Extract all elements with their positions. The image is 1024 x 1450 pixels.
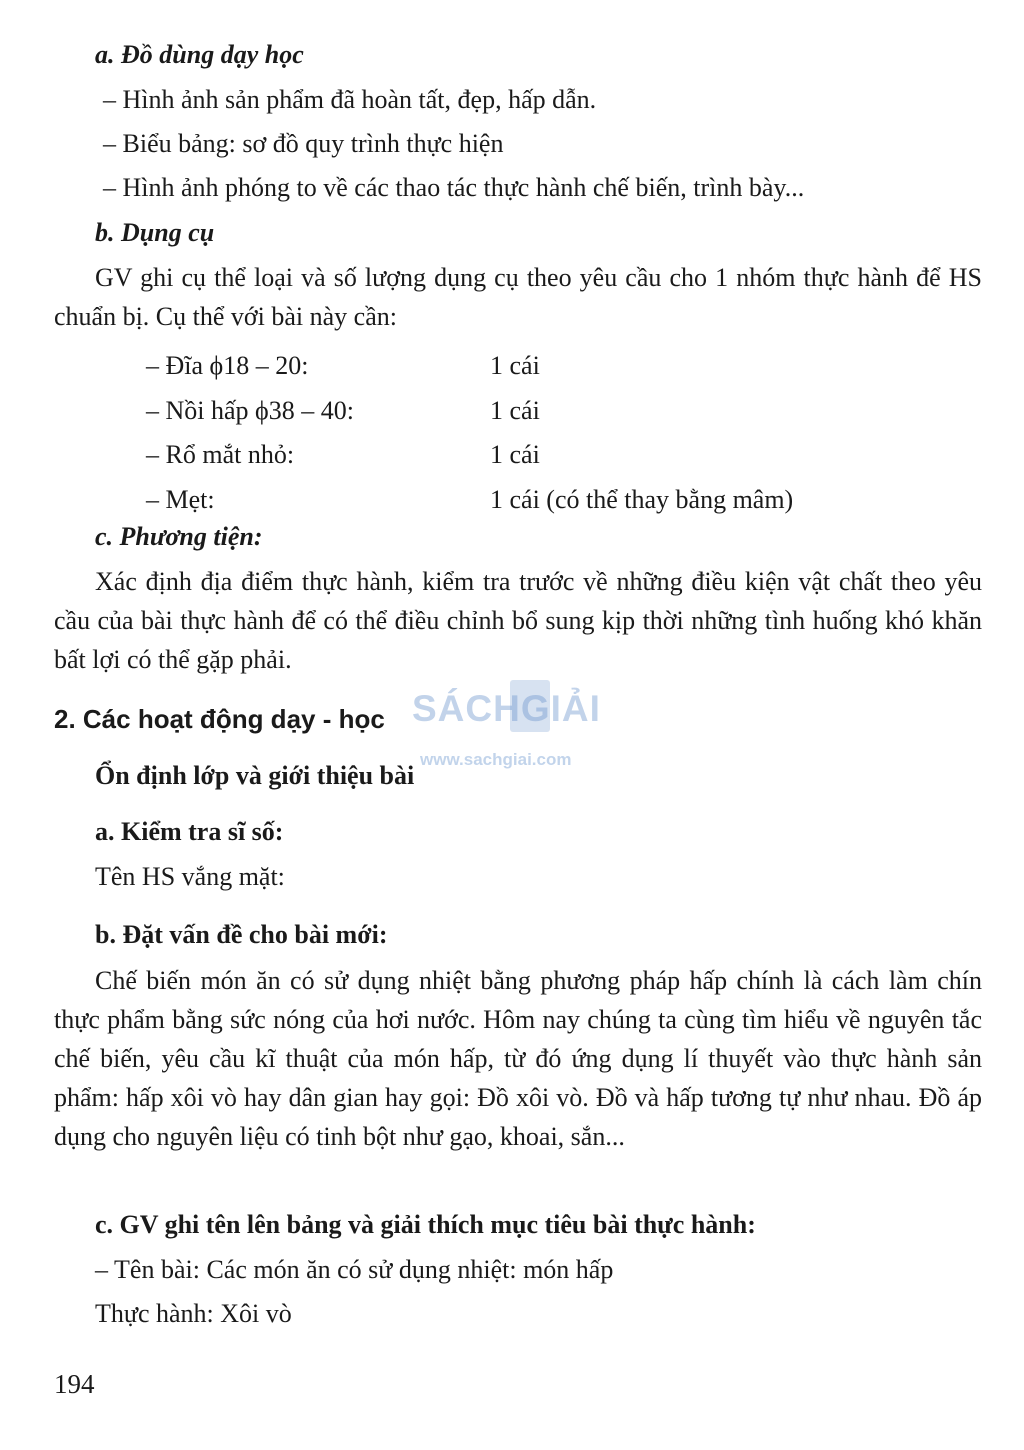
tool-qty-3: 1 cái [490,440,540,469]
tool-name-2: – Nồi hấp ϕ38 – 40: [146,396,354,425]
tool-name-3: – Rổ mắt nhỏ: [146,440,295,469]
part2-c-heading: c. GV ghi tên lên bảng và giải thích mục tiêu bài thực hành: [95,1210,756,1239]
tool-qty-1: 1 cái [490,351,540,380]
page-number: 194 [54,1369,95,1399]
section-b-paragraph: GV ghi cụ thể loại và số lượng dụng cụ theo yêu cầu cho 1 nhóm thực hành để HS chuẩn bị. Cụ thể với bài này cần: [54,263,982,331]
section-c-heading: c. Phương tiện: [95,522,263,551]
section-c-paragraph: Xác định địa điểm thực hành, kiểm tra trước về những điều kiện vật chất theo yêu cầu của bài thực hành để có thể điều chỉnh bổ sung kịp thời những tình huống khó khăn bất lợi có thể gặp phải. [54,567,982,674]
watermark-url: www.sachgiai.com [420,750,572,769]
part2-c-line-2: Thực hành: Xôi vò [95,1299,292,1328]
watermark-text: SÁCHGIẢI [412,688,601,729]
part2-a-heading: a. Kiểm tra sĩ số: [95,817,284,846]
tool-name-1: – Đĩa ϕ18 – 20: [146,351,309,380]
section-a-item-3: – Hình ảnh phóng to về các thao tác thực hành chế biến, trình bày... [103,173,805,202]
tool-qty-2: 1 cái [490,396,540,425]
tool-name-4: – Mẹt: [146,485,215,514]
part2-heading: 2. Các hoạt động dạy - học [54,704,385,734]
watermark-logo [412,674,617,774]
section-b-heading: b. Dụng cụ [95,218,215,247]
part2-subheading: Ổn định lớp và giới thiệu bài [95,761,415,790]
section-a-item-2: – Biểu bảng: sơ đồ quy trình thực hiện [103,129,504,158]
section-a-item-1: – Hình ảnh sản phẩm đã hoàn tất, đẹp, hấp dẫn. [103,85,597,114]
part2-c-line-1: – Tên bài: Các món ăn có sử dụng nhiệt: món hấp [95,1255,614,1284]
tool-qty-4: 1 cái (có thể thay bằng mâm) [490,485,794,514]
part2-b-paragraph: Chế biến món ăn có sử dụng nhiệt bằng phương pháp hấp chính là cách làm chín thực phẩm bằng sức nóng của hơi nước. Hôm nay chúng ta cùng tìm hiểu về nguyên tắc chế biến, yêu cầu kĩ thuật của món hấp, từ đó ứng dụng lí thuyết vào thực hành sản phẩm: hấp xôi vò hay dân gian hay gọi: Đồ xôi vò. Đồ và hấp tương tự như nhau. Đồ áp dụng cho nguyên liệu có tinh bột như gạo, khoai, sắn... [54,966,982,1151]
part2-a-text: Tên HS vắng mặt: [95,862,285,891]
part2-b-heading: b. Đặt vấn đề cho bài mới: [95,920,388,949]
section-a-heading: a. Đồ dùng dạy học [95,40,304,69]
